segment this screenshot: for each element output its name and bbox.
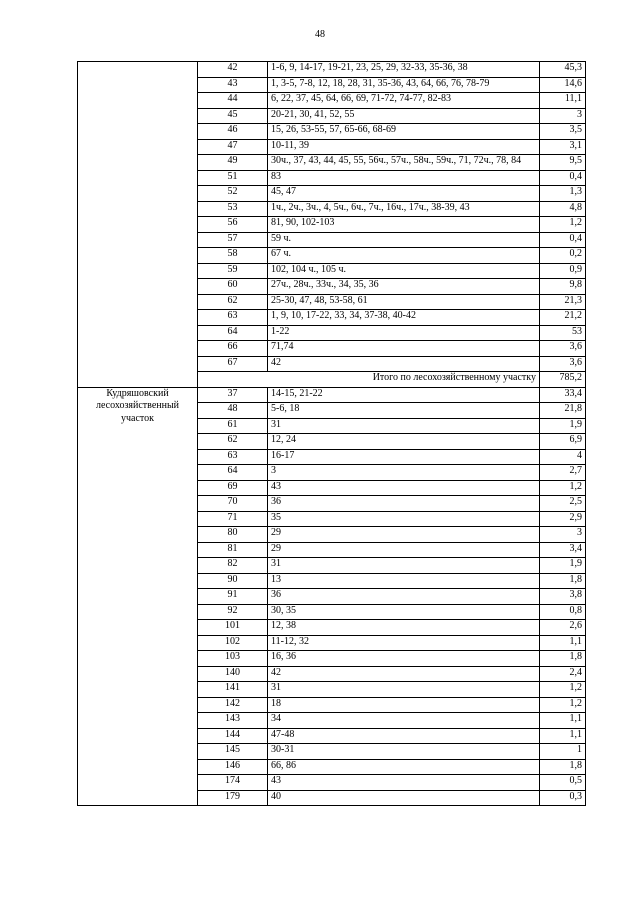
allotments-cell: 12, 38: [268, 620, 540, 636]
allotments-cell: 83: [268, 170, 540, 186]
area-ha-cell: 4: [540, 449, 586, 465]
allotments-cell: 18: [268, 697, 540, 713]
area-ha-cell: 0,4: [540, 170, 586, 186]
quarter-number-cell: 102: [198, 635, 268, 651]
forest-plots-table: [77, 61, 586, 806]
allotments-cell: 31: [268, 558, 540, 574]
allotments-cell: 30, 35: [268, 604, 540, 620]
area-ha-cell: 0,5: [540, 775, 586, 791]
allotments-cell: 29: [268, 542, 540, 558]
quarter-number-cell: 62: [198, 294, 268, 310]
total-value: 785,2: [540, 372, 586, 388]
area-ha-cell: 0,2: [540, 248, 586, 264]
quarter-number-cell: 101: [198, 620, 268, 636]
quarter-number-cell: 81: [198, 542, 268, 558]
table-row: [78, 387, 586, 403]
allotments-cell: 43: [268, 480, 540, 496]
area-ha-cell: 1,2: [540, 697, 586, 713]
quarter-number-cell: 59: [198, 263, 268, 279]
area-ha-cell: 1,1: [540, 635, 586, 651]
quarter-number-cell: 90: [198, 573, 268, 589]
area-ha-cell: 1,9: [540, 558, 586, 574]
allotments-cell: 42: [268, 356, 540, 372]
allotments-cell: 1, 9, 10, 17-22, 33, 34, 37-38, 40-42: [268, 310, 540, 326]
area-ha-cell: 3,4: [540, 542, 586, 558]
area-ha-cell: 53: [540, 325, 586, 341]
allotments-cell: 12, 24: [268, 434, 540, 450]
total-label: Итого по лесохозяйственному участку: [198, 372, 540, 388]
quarter-number-cell: 91: [198, 589, 268, 605]
allotments-cell: 102, 104 ч., 105 ч.: [268, 263, 540, 279]
quarter-number-cell: 52: [198, 186, 268, 202]
area-ha-cell: 45,3: [540, 62, 586, 78]
area-ha-cell: 1,2: [540, 682, 586, 698]
allotments-cell: 30ч., 37, 43, 44, 45, 55, 56ч., 57ч., 58ч., 59ч., 71, 72ч., 78, 84: [268, 155, 540, 171]
area-ha-cell: 6,9: [540, 434, 586, 450]
quarter-number-cell: 71: [198, 511, 268, 527]
quarter-number-cell: 179: [198, 790, 268, 806]
area-ha-cell: 3,1: [540, 139, 586, 155]
quarter-number-cell: 92: [198, 604, 268, 620]
allotments-cell: 36: [268, 496, 540, 512]
quarter-number-cell: 66: [198, 341, 268, 357]
allotments-cell: 36: [268, 589, 540, 605]
quarter-number-cell: 48: [198, 403, 268, 419]
allotments-cell: 3: [268, 465, 540, 481]
allotments-cell: 43: [268, 775, 540, 791]
quarter-number-cell: 45: [198, 108, 268, 124]
allotments-cell: 30-31: [268, 744, 540, 760]
allotments-cell: 10-11, 39: [268, 139, 540, 155]
quarter-number-cell: 57: [198, 232, 268, 248]
allotments-cell: 40: [268, 790, 540, 806]
allotments-cell: 81, 90, 102-103: [268, 217, 540, 233]
allotments-cell: 66, 86: [268, 759, 540, 775]
quarter-number-cell: 53: [198, 201, 268, 217]
allotments-cell: 11-12, 32: [268, 635, 540, 651]
allotments-cell: 31: [268, 418, 540, 434]
quarter-number-cell: 61: [198, 418, 268, 434]
area-ha-cell: 0,4: [540, 232, 586, 248]
area-ha-cell: 1,2: [540, 480, 586, 496]
quarter-number-cell: 64: [198, 325, 268, 341]
allotments-cell: 29: [268, 527, 540, 543]
quarter-number-cell: 42: [198, 62, 268, 78]
allotments-cell: 14-15, 21-22: [268, 387, 540, 403]
allotments-cell: 6, 22, 37, 45, 64, 66, 69, 71-72, 74-77, 82-83: [268, 93, 540, 109]
quarter-number-cell: 63: [198, 310, 268, 326]
area-ha-cell: 4,8: [540, 201, 586, 217]
allotments-cell: 13: [268, 573, 540, 589]
area-ha-cell: 0,9: [540, 263, 586, 279]
area-ha-cell: 3: [540, 108, 586, 124]
quarter-number-cell: 140: [198, 666, 268, 682]
allotments-cell: 35: [268, 511, 540, 527]
quarter-number-cell: 46: [198, 124, 268, 140]
allotments-cell: 1-6, 9, 14-17, 19-21, 23, 25, 29, 32-33, 35-36, 38: [268, 62, 540, 78]
page-number: 48: [315, 29, 325, 40]
quarter-number-cell: 67: [198, 356, 268, 372]
quarter-number-cell: 69: [198, 480, 268, 496]
forestry-area-cell: [78, 62, 198, 388]
area-ha-cell: 1,3: [540, 186, 586, 202]
area-ha-cell: 1,9: [540, 418, 586, 434]
area-ha-cell: 14,6: [540, 77, 586, 93]
quarter-number-cell: 56: [198, 217, 268, 233]
area-ha-cell: 21,2: [540, 310, 586, 326]
allotments-cell: 42: [268, 666, 540, 682]
area-ha-cell: 2,4: [540, 666, 586, 682]
area-ha-cell: 9,5: [540, 155, 586, 171]
quarter-number-cell: 144: [198, 728, 268, 744]
allotments-cell: 1, 3-5, 7-8, 12, 18, 28, 31, 35-36, 43, 64, 66, 76, 78-79: [268, 77, 540, 93]
area-ha-cell: 1: [540, 744, 586, 760]
allotments-cell: 16-17: [268, 449, 540, 465]
area-ha-cell: 0,3: [540, 790, 586, 806]
area-ha-cell: 3,5: [540, 124, 586, 140]
quarter-number-cell: 63: [198, 449, 268, 465]
area-ha-cell: 2,9: [540, 511, 586, 527]
quarter-number-cell: 43: [198, 77, 268, 93]
table-row: [78, 62, 586, 78]
area-ha-cell: 21,8: [540, 403, 586, 419]
area-ha-cell: 33,4: [540, 387, 586, 403]
area-ha-cell: 2,6: [540, 620, 586, 636]
quarter-number-cell: 37: [198, 387, 268, 403]
allotments-cell: 16, 36: [268, 651, 540, 667]
area-ha-cell: 3,6: [540, 341, 586, 357]
allotments-cell: 31: [268, 682, 540, 698]
allotments-cell: 67 ч.: [268, 248, 540, 264]
quarter-number-cell: 49: [198, 155, 268, 171]
quarter-number-cell: 70: [198, 496, 268, 512]
allotments-cell: 1-22: [268, 325, 540, 341]
allotments-cell: 59 ч.: [268, 232, 540, 248]
allotments-cell: 20-21, 30, 41, 52, 55: [268, 108, 540, 124]
quarter-number-cell: 51: [198, 170, 268, 186]
area-ha-cell: 1,8: [540, 651, 586, 667]
quarter-number-cell: 47: [198, 139, 268, 155]
area-ha-cell: 0,8: [540, 604, 586, 620]
quarter-number-cell: 64: [198, 465, 268, 481]
quarter-number-cell: 103: [198, 651, 268, 667]
area-ha-cell: 1,8: [540, 573, 586, 589]
quarter-number-cell: 143: [198, 713, 268, 729]
quarter-number-cell: 146: [198, 759, 268, 775]
forestry-area-cell: Кудряшовский лесохозяйственный участок: [78, 387, 198, 806]
allotments-cell: 1ч., 2ч., 3ч., 4, 5ч., 6ч., 7ч., 16ч., 17ч., 38-39, 43: [268, 201, 540, 217]
quarter-number-cell: 44: [198, 93, 268, 109]
area-ha-cell: 1,1: [540, 713, 586, 729]
quarter-number-cell: 62: [198, 434, 268, 450]
allotments-cell: 15, 26, 53-55, 57, 65-66, 68-69: [268, 124, 540, 140]
quarter-number-cell: 141: [198, 682, 268, 698]
area-ha-cell: 9,8: [540, 279, 586, 295]
quarter-number-cell: 60: [198, 279, 268, 295]
area-ha-cell: 21,3: [540, 294, 586, 310]
quarter-number-cell: 174: [198, 775, 268, 791]
area-ha-cell: 3,8: [540, 589, 586, 605]
quarter-number-cell: 142: [198, 697, 268, 713]
allotments-cell: 5-6, 18: [268, 403, 540, 419]
area-ha-cell: 2,7: [540, 465, 586, 481]
quarter-number-cell: 145: [198, 744, 268, 760]
allotments-cell: 45, 47: [268, 186, 540, 202]
area-ha-cell: 3: [540, 527, 586, 543]
area-ha-cell: 3,6: [540, 356, 586, 372]
allotments-cell: 71,74: [268, 341, 540, 357]
quarter-number-cell: 82: [198, 558, 268, 574]
allotments-cell: 34: [268, 713, 540, 729]
area-ha-cell: 2,5: [540, 496, 586, 512]
quarter-number-cell: 80: [198, 527, 268, 543]
quarter-number-cell: 58: [198, 248, 268, 264]
area-ha-cell: 11,1: [540, 93, 586, 109]
area-ha-cell: 1,8: [540, 759, 586, 775]
allotments-cell: 25-30, 47, 48, 53-58, 61: [268, 294, 540, 310]
allotments-cell: 27ч., 28ч., 33ч., 34, 35, 36: [268, 279, 540, 295]
area-ha-cell: 1,1: [540, 728, 586, 744]
area-ha-cell: 1,2: [540, 217, 586, 233]
allotments-cell: 47-48: [268, 728, 540, 744]
